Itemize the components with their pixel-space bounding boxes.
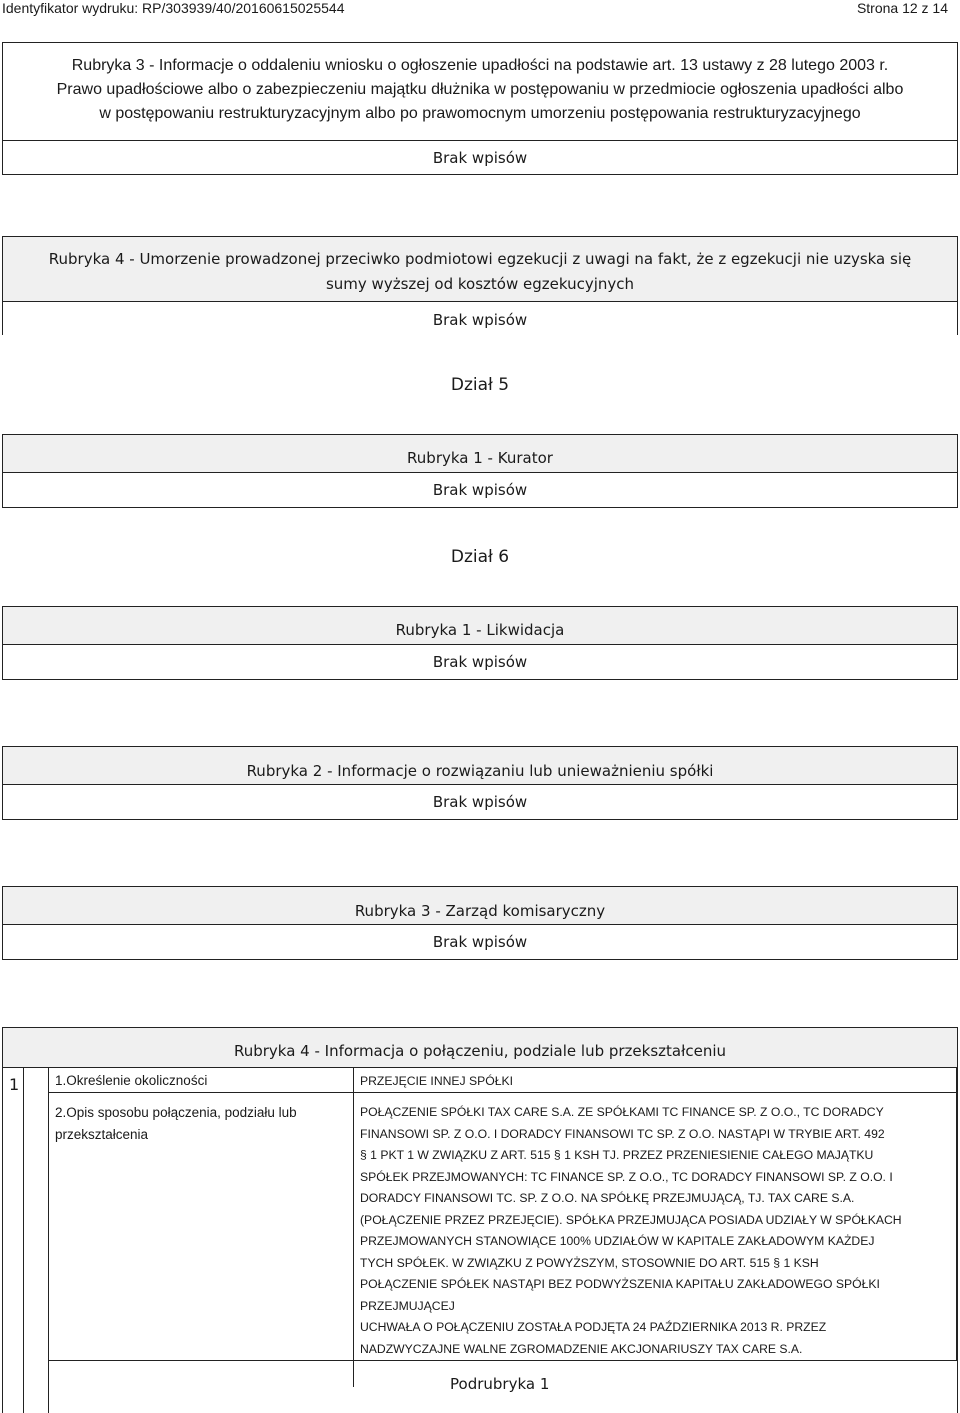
field-value-line: PRZEJMUJĄCEJ [360, 1298, 455, 1313]
rubryka-title: Rubryka 4 - Informacja o połączeniu, podziale lub przekształceniu [3, 1028, 957, 1067]
dzial-5-heading: Dział 5 [450, 375, 510, 395]
field-value-line: DORADCY FINANSOWI TC. SP. Z O.O. NA SPÓŁKĘ PRZEJMUJĄCĄ, TJ. TAX CARE S.A. [360, 1191, 855, 1205]
rubryka-entry: Brak wpisów [3, 472, 957, 507]
rubryka-title-line: w postępowaniu restrukturyzacyjnym albo po prawomocnym umorzeniu postępowania restrukturyzacyjnego [99, 105, 861, 122]
field-label-line: 1.Określenie okoliczności [55, 1073, 208, 1088]
rubryka-4-polaczenie-table [2, 1027, 958, 1413]
rubryka-title-line: Rubryka 4 - Umorzenie prowadzonej przeciwko podmiotowi egzekucji z uwagi na fakt, że z egzekucji nie uzyska się [48, 250, 912, 268]
number-column-divider [23, 1067, 24, 1413]
field-value-line: POŁĄCZENIE SPÓŁEK NASTĄPI BEZ PODWYŻSZENIA KAPITAŁU ZAKŁADOWEGO SPÓŁKI [360, 1277, 880, 1291]
rubryka-title: Rubryka 1 - Likwidacja [395, 621, 565, 639]
field-label-okolicznosci [55, 1070, 207, 1092]
field-label-opis [55, 1102, 297, 1146]
header-divider [3, 1067, 957, 1068]
rubryka-entry: Brak wpisów [2, 140, 958, 175]
dzial-6-heading: Dział 6 [450, 547, 510, 567]
rubryka-title [3, 237, 957, 301]
rubryka-2-rozwiazanie-spolki [2, 746, 958, 820]
field-value-okolicznosci [360, 1071, 513, 1093]
field-value-line: TYCH SPÓŁEK. W ZWIĄZKU Z POWYŻSZYM, STOSOWNIE DO ART. 515 § 1 KSH [360, 1255, 819, 1270]
rubryka-entry: Brak wpisów [3, 301, 957, 337]
right-border [956, 1067, 957, 1360]
field-label-line: 2.Opis sposobu połączenia, podziału lub [55, 1105, 297, 1120]
field-value-line: NADZWYCZAJNE WALNE ZGROMADZENIE AKCJONARIUSZY TAX CARE S.A. [360, 1341, 803, 1356]
field-value-line: § 1 PKT 1 W ZWIĄZKU Z ART. 515 § 1 KSH TJ. PRZEZ PRZENIESIENIE CAŁEGO MAJĄTKU [360, 1148, 874, 1162]
podrubryka-title: Podrubryka 1 [450, 1375, 550, 1393]
field-value-line: PRZEJĘCIE INNEJ SPÓŁKI [360, 1074, 514, 1088]
rubryka-3-zarzad-komisaryczny [2, 886, 958, 960]
rubryka-title: Rubryka 2 - Informacje o rozwiązaniu lub unieważnieniu spółki [246, 762, 714, 780]
field-value-opis [360, 1102, 902, 1360]
label-column-divider [353, 1067, 354, 1387]
entry-number: 1 [9, 1075, 20, 1094]
rubryka-1-kurator [2, 434, 958, 508]
field-value-line: FINANSOWI SP. Z O.O. I DORADCY FINANSOWI TC SP. Z O.O. NASTĄPI W TRYBIE ART. 492 [360, 1126, 885, 1141]
field-value-line: UCHWAŁA O POŁĄCZENIU ZOSTAŁA PODJĘTA 24 PAŹDZIERNIKA 2013 R. PRZEZ [360, 1320, 827, 1334]
field-value-line: SPÓŁEK PRZEJMOWANYCH: TC FINANCE SP. Z O.O., TC DORADCY FINANSOWI SP. Z O.O. I [360, 1169, 893, 1184]
rubryka-title-line: Rubryka 3 - Informacje o oddaleniu wniosku o ogłoszenie upadłości na podstawie art. 13 ustawy z 28 lutego 2003 r. [71, 57, 889, 74]
rubryka-1-likwidacja [2, 606, 958, 680]
field-value-line: PRZEJMOWANYCH STANOWIĄCE 100% UDZIAŁÓW W KAPITALE ZAKŁADOWYM KAŻDEJ [360, 1234, 875, 1248]
rubryka-entry: Brak wpisów [3, 784, 957, 819]
print-identifier: Identyfikator wydruku: RP/303939/40/20160615025544 [2, 0, 345, 16]
rubryka-title [3, 43, 957, 142]
page-number: Strona 12 z 14 [856, 0, 948, 16]
rubryka-title-line: Prawo upadłościowe albo o zabezpieczeniu majątku dłużnika w postępowaniu w przedmiocie ogłoszenia upadłości albo [56, 81, 904, 98]
rubryka-entry: Brak wpisów [3, 644, 957, 679]
indent-column-divider [48, 1067, 49, 1413]
field-value-line: POŁĄCZENIE SPÓŁKI TAX CARE S.A. ZE SPÓŁKAMI TC FINANCE SP. Z O.O., TC DORADCY [360, 1105, 884, 1119]
page-header [0, 0, 960, 18]
rubryka-entry: Brak wpisów [3, 924, 957, 959]
rubryka-title-line: sumy wyższej od kosztów egzekucyjnych [325, 275, 635, 293]
row-divider [48, 1360, 957, 1361]
rubryka-4-umorzenie-egzekucji [2, 236, 958, 335]
rubryka-title: Rubryka 1 - Kurator [407, 449, 553, 467]
field-value-line: (POŁĄCZENIE PRZEZ PRZEJĘCIE). SPÓŁKA PRZEJMUJĄCA POSIADA UDZIAŁY W SPÓŁKACH [360, 1212, 902, 1227]
rubryka-title: Rubryka 3 - Zarząd komisaryczny [354, 902, 606, 920]
field-label-line: przekształcenia [55, 1127, 149, 1142]
